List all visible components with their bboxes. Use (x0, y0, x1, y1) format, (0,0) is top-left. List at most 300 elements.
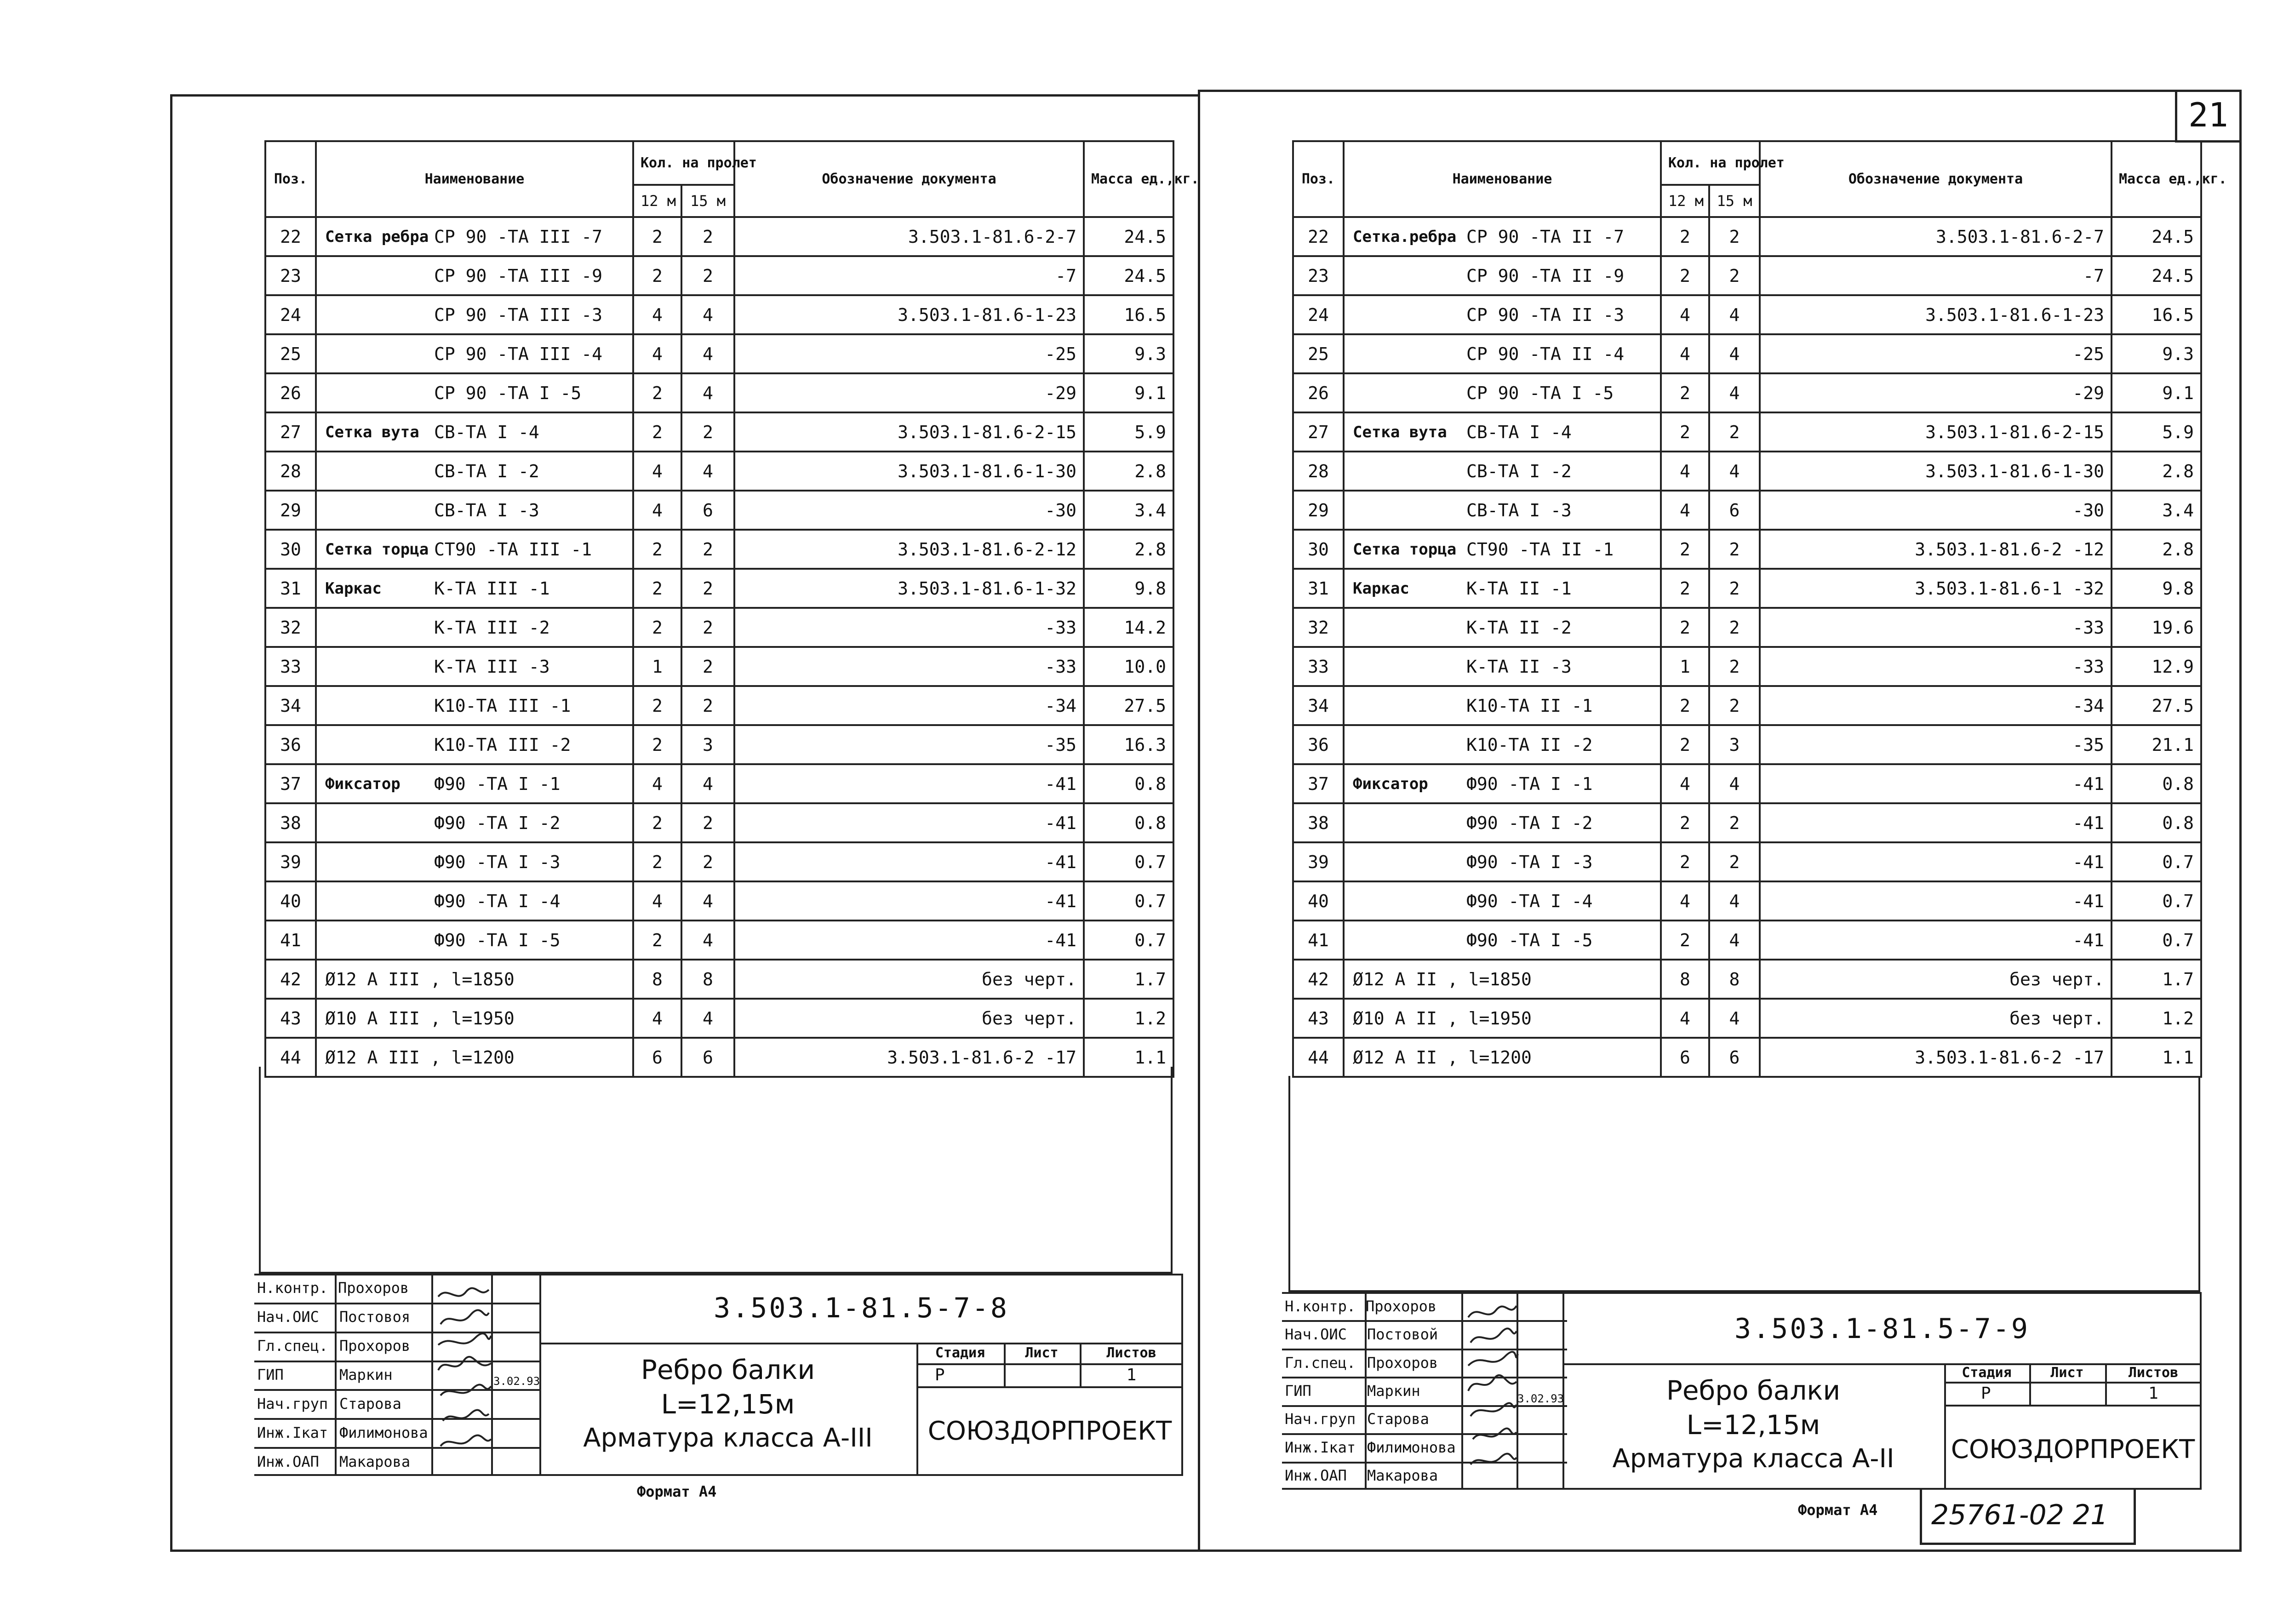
sheets-value: 1 (2148, 1384, 2158, 1403)
row-mass: 0.8 (2112, 764, 2201, 803)
row-qty-15: 4 (681, 999, 734, 1038)
row-pos: 22 (1293, 217, 1344, 256)
stage-value: Р (1981, 1384, 1991, 1403)
row-pos: 44 (1293, 1038, 1344, 1077)
row-group: Сетка торца (1353, 540, 1457, 559)
row-name (1344, 686, 1661, 725)
row-qty-15: 4 (681, 881, 734, 921)
row-qty-15: 4 (1709, 452, 1760, 491)
col-header-doc: Обозначение документа (734, 141, 1084, 217)
row-mass: 16.5 (2112, 295, 2201, 334)
row-qty-12: 8 (1661, 960, 1709, 999)
row-mass: 24.5 (2112, 217, 2201, 256)
row-name (316, 803, 633, 842)
row-pos: 25 (1293, 334, 1344, 373)
signer-role: Н.контр. (1285, 1297, 1356, 1315)
row-pos: 44 (265, 1038, 316, 1077)
row-qty-12: 4 (1661, 881, 1709, 921)
row-qty-12: 2 (1661, 569, 1709, 608)
row-mark: СР 90 -ТА II -3 (1466, 304, 1625, 325)
table-row (265, 491, 1173, 530)
row-qty-12: 4 (633, 764, 681, 803)
row-mark: К-ТА II -3 (1466, 656, 1572, 677)
row-mass: 0.7 (2112, 881, 2201, 921)
table-row (1293, 686, 2201, 725)
row-name (1344, 569, 1661, 608)
table-row (1293, 569, 2201, 608)
row-group: Фиксатор (1353, 774, 1428, 793)
signer-name: Макарова (339, 1452, 411, 1470)
title-block (254, 1274, 1183, 1476)
title-line-3: Арматура класса А-II (1612, 1444, 1894, 1474)
title-line-1: Ребро балки (1666, 1375, 1841, 1406)
row-pos: 23 (265, 256, 316, 295)
row-name (1344, 1038, 1661, 1077)
col-header-mass: Масса ед.,кг. (2112, 141, 2201, 217)
row-qty-15: 2 (681, 256, 734, 295)
row-doc: -33 (1760, 608, 2112, 647)
row-name (1344, 881, 1661, 921)
row-qty-15: 2 (1709, 686, 1760, 725)
row-pos: 38 (1293, 803, 1344, 842)
organization: СОЮЗДОРПРОЕКТ (1951, 1435, 2195, 1464)
row-mark: Ф90 -ТА I -2 (1466, 812, 1593, 833)
table-row (265, 960, 1173, 999)
row-doc: 3.503.1-81.6-2 -17 (1760, 1038, 2112, 1077)
row-doc: 3.503.1-81.6-2-7 (734, 217, 1084, 256)
row-mark: К10-ТА II -2 (1466, 734, 1593, 755)
row-mass: 27.5 (2112, 686, 2201, 725)
table-row (1293, 608, 2201, 647)
table-row (1293, 960, 2201, 999)
table-row (1293, 452, 2201, 491)
table-row (265, 569, 1173, 608)
row-qty-15: 2 (1709, 530, 1760, 569)
row-doc: -33 (1760, 647, 2112, 686)
row-qty-12: 2 (1661, 530, 1709, 569)
row-doc: -30 (734, 491, 1084, 530)
row-qty-12: 4 (1661, 334, 1709, 373)
row-qty-15: 4 (681, 452, 734, 491)
row-name (316, 647, 633, 686)
row-name (1344, 725, 1661, 764)
row-qty-12: 2 (633, 569, 681, 608)
row-doc: 3.503.1-81.6-2-15 (734, 412, 1084, 452)
row-group: Сетка торца (325, 540, 429, 559)
row-mass: 24.5 (1084, 256, 1173, 295)
row-mass: 1.7 (2112, 960, 2201, 999)
row-mark: Ф90 -ТА I -2 (434, 812, 561, 833)
table-row (265, 608, 1173, 647)
row-name (1344, 647, 1661, 686)
organization: СОЮЗДОРПРОЕКТ (927, 1416, 1172, 1446)
row-pos: 28 (1293, 452, 1344, 491)
row-name (316, 881, 633, 921)
row-qty-15: 2 (1709, 569, 1760, 608)
row-mark: СВ-ТА I -3 (1466, 500, 1572, 520)
row-pos: 25 (265, 334, 316, 373)
row-pos: 36 (265, 725, 316, 764)
signer-name: Постовой (1367, 1326, 1438, 1344)
row-mark: Ф90 -ТА I -1 (1466, 773, 1593, 794)
row-qty-12: 2 (633, 412, 681, 452)
row-mass: 0.7 (1084, 842, 1173, 881)
row-pos: 23 (1293, 256, 1344, 295)
row-mark: К10-ТА III -1 (434, 695, 571, 716)
row-name (316, 256, 633, 295)
row-name (1344, 491, 1661, 530)
signer-name: Маркин (339, 1366, 393, 1384)
row-pos: 26 (1293, 373, 1344, 412)
row-pos: 31 (1293, 569, 1344, 608)
row-name (316, 764, 633, 803)
row-pos: 41 (265, 921, 316, 960)
row-qty-12: 2 (1661, 256, 1709, 295)
row-name (1344, 960, 1661, 999)
document-code: 3.503.1-81.5-7-8 (714, 1292, 1009, 1324)
table-row (1293, 647, 2201, 686)
row-mass: 14.2 (1084, 608, 1173, 647)
row-doc: -25 (1760, 334, 2112, 373)
row-name (1344, 530, 1661, 569)
col-header-pos: Поз. (265, 141, 316, 217)
row-doc: 3.503.1-81.6-2 -12 (1760, 530, 2112, 569)
row-pos: 27 (265, 412, 316, 452)
sheet-label: Лист (1025, 1345, 1059, 1361)
row-doc: -25 (734, 334, 1084, 373)
table-row (265, 530, 1173, 569)
row-mass: 2.8 (1084, 530, 1173, 569)
row-doc: -35 (734, 725, 1084, 764)
row-mark: Ф90 -ТА I -4 (1466, 891, 1593, 911)
row-name (316, 999, 633, 1038)
row-doc: -34 (734, 686, 1084, 725)
signer-role: Инж.Iкат (257, 1424, 328, 1441)
table-row (1293, 999, 2201, 1038)
row-qty-15: 4 (1709, 295, 1760, 334)
title-line-2: L=12,15м (1686, 1409, 1820, 1441)
row-mark: К-ТА III -2 (434, 617, 550, 638)
table-row (1293, 412, 2201, 452)
row-pos: 41 (1293, 921, 1344, 960)
row-mark: К10-ТА III -2 (434, 734, 571, 755)
row-mass: 12.9 (2112, 647, 2201, 686)
row-pos: 30 (1293, 530, 1344, 569)
table-row (265, 686, 1173, 725)
row-mark: Ø12 А II , l=1200 (1353, 1047, 1532, 1068)
row-qty-15: 2 (1709, 217, 1760, 256)
sheets-label: Листов (1106, 1345, 1156, 1361)
row-mass: 1.1 (1084, 1038, 1173, 1077)
row-qty-15: 4 (1709, 373, 1760, 412)
row-mass: 1.7 (1084, 960, 1173, 999)
row-mass: 9.1 (1084, 373, 1173, 412)
row-qty-15: 4 (1709, 881, 1760, 921)
row-doc: 3.503.1-81.6-1-30 (1760, 452, 2112, 491)
signer-name: Маркин (1367, 1382, 1420, 1400)
table-row (265, 373, 1173, 412)
row-doc: 3.503.1-81.6-2-15 (1760, 412, 2112, 452)
row-qty-12: 1 (633, 647, 681, 686)
row-name (1344, 842, 1661, 881)
row-name (316, 217, 633, 256)
row-qty-15: 2 (681, 647, 734, 686)
row-mark: К10-ТА II -1 (1466, 695, 1593, 716)
row-mass: 0.8 (2112, 803, 2201, 842)
row-qty-15: 2 (1709, 647, 1760, 686)
row-qty-15: 6 (681, 491, 734, 530)
row-qty-12: 2 (1661, 217, 1709, 256)
row-mark: СВ-ТА I -2 (1466, 461, 1572, 481)
row-mark: СР 90 -ТА II -7 (1466, 226, 1625, 247)
row-qty-12: 4 (633, 295, 681, 334)
row-pos: 42 (265, 960, 316, 999)
row-mark: Ø10 А III , l=1950 (325, 1008, 515, 1029)
row-pos: 32 (265, 608, 316, 647)
signer-name: Прохоров (339, 1337, 411, 1355)
row-doc: 3.503.1-81.6-2-7 (1760, 217, 2112, 256)
row-pos: 36 (1293, 725, 1344, 764)
row-mass: 0.7 (1084, 921, 1173, 960)
row-mark: К-ТА III -1 (434, 578, 550, 599)
table-row (1293, 530, 2201, 569)
row-qty-15: 8 (681, 960, 734, 999)
row-doc: -41 (1760, 764, 2112, 803)
row-doc: 3.503.1-81.6-1-23 (734, 295, 1084, 334)
row-mark: СР 90 -ТА III -9 (434, 265, 603, 286)
row-qty-12: 2 (633, 842, 681, 881)
row-doc: -35 (1760, 725, 2112, 764)
row-doc: без черт. (1760, 960, 2112, 999)
row-pos: 43 (265, 999, 316, 1038)
col-header-pos: Поз. (1293, 141, 1344, 217)
table-row (1293, 725, 2201, 764)
signer-role: Нач.груп (1285, 1410, 1356, 1428)
row-name (1344, 334, 1661, 373)
col-header-qty: Кол. на пролет (633, 141, 734, 185)
signer-role: ГИП (257, 1366, 284, 1384)
title-block (1282, 1292, 2202, 1490)
archive-number: 25761-02 21 (1931, 1499, 2108, 1531)
row-qty-15: 2 (1709, 412, 1760, 452)
table-row (1293, 334, 2201, 373)
row-qty-15: 2 (1709, 256, 1760, 295)
signer-role: Нач.ОИС (1285, 1326, 1347, 1344)
row-qty-12: 2 (1661, 921, 1709, 960)
row-pos: 31 (265, 569, 316, 608)
row-doc: без черт. (1760, 999, 2112, 1038)
row-name (1344, 217, 1661, 256)
table-row (1293, 764, 2201, 803)
row-qty-12: 2 (633, 921, 681, 960)
row-mark: СР 90 -ТА I -5 (1466, 383, 1614, 403)
row-qty-15: 2 (681, 608, 734, 647)
row-mass: 27.5 (1084, 686, 1173, 725)
row-qty-12: 4 (1661, 295, 1709, 334)
row-qty-12: 4 (633, 881, 681, 921)
row-mass: 1.2 (2112, 999, 2201, 1038)
row-name (1344, 295, 1661, 334)
row-name (1344, 999, 1661, 1038)
row-doc: -41 (734, 921, 1084, 960)
row-name (316, 491, 633, 530)
col-header-qty: Кол. на пролет (1661, 141, 1760, 185)
row-mark: СР 90 -ТА III -3 (434, 304, 603, 325)
stage-label: Стадия (935, 1345, 985, 1361)
row-name (1344, 256, 1661, 295)
row-name (316, 921, 633, 960)
table-row (1293, 295, 2201, 334)
row-qty-15: 4 (681, 921, 734, 960)
row-mark: СР 90 -ТА II -4 (1466, 343, 1625, 364)
row-pos: 26 (265, 373, 316, 412)
table-row (265, 256, 1173, 295)
row-name (316, 452, 633, 491)
table-row (265, 412, 1173, 452)
table-row (1293, 881, 2201, 921)
row-mark: СР 90 -ТА III -4 (434, 343, 603, 364)
row-doc: -41 (1760, 803, 2112, 842)
table-row (265, 842, 1173, 881)
row-qty-12: 4 (1661, 491, 1709, 530)
col-header-qty-12: 12 м (1661, 185, 1709, 217)
archive-box (1920, 1490, 2136, 1545)
row-qty-15: 4 (1709, 921, 1760, 960)
row-group: Каркас (1353, 579, 1409, 598)
row-group: Сетка вута (1353, 423, 1447, 441)
table-row (265, 647, 1173, 686)
row-mass: 9.1 (2112, 373, 2201, 412)
signer-role: Инж.ОАП (1285, 1467, 1347, 1485)
row-doc: -41 (734, 842, 1084, 881)
signer-role: Гл.спец. (1285, 1354, 1356, 1372)
row-doc: 3.503.1-81.6-2 -17 (734, 1038, 1084, 1077)
signer-role: Нач.груп (257, 1395, 328, 1412)
row-doc: -41 (1760, 921, 2112, 960)
row-qty-12: 2 (1661, 686, 1709, 725)
row-mark: Ф90 -ТА I -3 (1466, 852, 1593, 872)
row-mass: 2.8 (2112, 452, 2201, 491)
title-line-1: Ребро балки (641, 1354, 815, 1385)
row-mark: СВ-ТА I -4 (1466, 422, 1572, 442)
sheets-label: Листов (2128, 1365, 2179, 1381)
signer-role: Инж.Iкат (1285, 1438, 1356, 1456)
row-doc: -29 (734, 373, 1084, 412)
row-pos: 34 (1293, 686, 1344, 725)
row-mark: СР 90 -ТА III -7 (434, 226, 603, 247)
row-qty-15: 2 (681, 686, 734, 725)
row-doc: -41 (1760, 842, 2112, 881)
row-doc: -7 (734, 256, 1084, 295)
row-mass: 1.1 (2112, 1038, 2201, 1077)
row-group: Сетка вута (325, 423, 419, 441)
row-name (1344, 412, 1661, 452)
format-label: Формат А4 (637, 1483, 717, 1500)
row-qty-15: 6 (681, 1038, 734, 1077)
row-name (316, 569, 633, 608)
row-pos: 33 (1293, 647, 1344, 686)
row-pos: 40 (265, 881, 316, 921)
row-mass: 16.5 (1084, 295, 1173, 334)
specification-table (264, 140, 1199, 1078)
row-pos: 39 (265, 842, 316, 881)
row-mark: Ф90 -ТА I -4 (434, 891, 561, 911)
row-doc: 3.503.1-81.6-1-30 (734, 452, 1084, 491)
row-pos: 27 (1293, 412, 1344, 452)
row-qty-15: 4 (681, 373, 734, 412)
page-number: 21 (2175, 90, 2239, 143)
row-mass: 0.8 (1084, 764, 1173, 803)
row-mass: 5.9 (2112, 412, 2201, 452)
table-row (1293, 491, 2201, 530)
table-row (265, 921, 1173, 960)
col-header-qty-15: 15 м (681, 185, 734, 217)
row-doc: без черт. (734, 999, 1084, 1038)
col-header-name: Наименование (1344, 141, 1661, 217)
row-pos: 32 (1293, 608, 1344, 647)
row-group: Сетка.ребра (1353, 227, 1457, 246)
table-row (1293, 842, 2201, 881)
row-pos: 24 (265, 295, 316, 334)
row-mark: СТ90 -ТА III -1 (434, 539, 592, 560)
row-qty-15: 3 (681, 725, 734, 764)
row-qty-12: 2 (1661, 412, 1709, 452)
row-mass: 24.5 (1084, 217, 1173, 256)
row-qty-12: 2 (633, 608, 681, 647)
row-qty-15: 4 (681, 764, 734, 803)
row-doc: 3.503.1-81.6-1-32 (734, 569, 1084, 608)
specification-table (1292, 140, 2227, 1078)
row-mark: Ф90 -ТА I -5 (434, 930, 561, 950)
row-doc: 3.503.1-81.6-1-23 (1760, 295, 2112, 334)
row-name (316, 334, 633, 373)
row-mass: 1.2 (1084, 999, 1173, 1038)
signer-name: Прохоров (1366, 1297, 1437, 1315)
row-mass: 3.4 (2112, 491, 2201, 530)
row-pos: 42 (1293, 960, 1344, 999)
row-qty-15: 2 (681, 803, 734, 842)
row-doc: -33 (734, 647, 1084, 686)
signer-role: ГИП (1285, 1382, 1311, 1400)
row-qty-12: 4 (1661, 452, 1709, 491)
signer-role: Н.контр. (257, 1279, 328, 1297)
table-row (1293, 1038, 2201, 1077)
table-row (1293, 373, 2201, 412)
row-pos: 39 (1293, 842, 1344, 881)
row-mark: СР 90 -ТА I -5 (434, 383, 582, 403)
row-mass: 9.8 (2112, 569, 2201, 608)
row-mark: Ø12 А III , l=1850 (325, 969, 515, 989)
row-qty-15: 2 (681, 217, 734, 256)
row-name (316, 725, 633, 764)
row-name (1344, 921, 1661, 960)
table-row (265, 334, 1173, 373)
row-pos: 22 (265, 217, 316, 256)
row-qty-15: 2 (681, 842, 734, 881)
row-qty-12: 4 (633, 452, 681, 491)
row-doc: -34 (1760, 686, 2112, 725)
row-qty-15: 6 (1709, 1038, 1760, 1077)
row-group: Сетка ребра (325, 227, 429, 246)
row-mass: 0.7 (2112, 842, 2201, 881)
row-doc: -41 (734, 803, 1084, 842)
row-mark: СВ-ТА I -4 (434, 422, 539, 442)
row-mark: Ø12 А II , l=1850 (1353, 969, 1532, 989)
row-qty-12: 1 (1661, 647, 1709, 686)
col-header-mass: Масса ед.,кг. (1084, 141, 1173, 217)
row-pos: 29 (1293, 491, 1344, 530)
row-pos: 28 (265, 452, 316, 491)
